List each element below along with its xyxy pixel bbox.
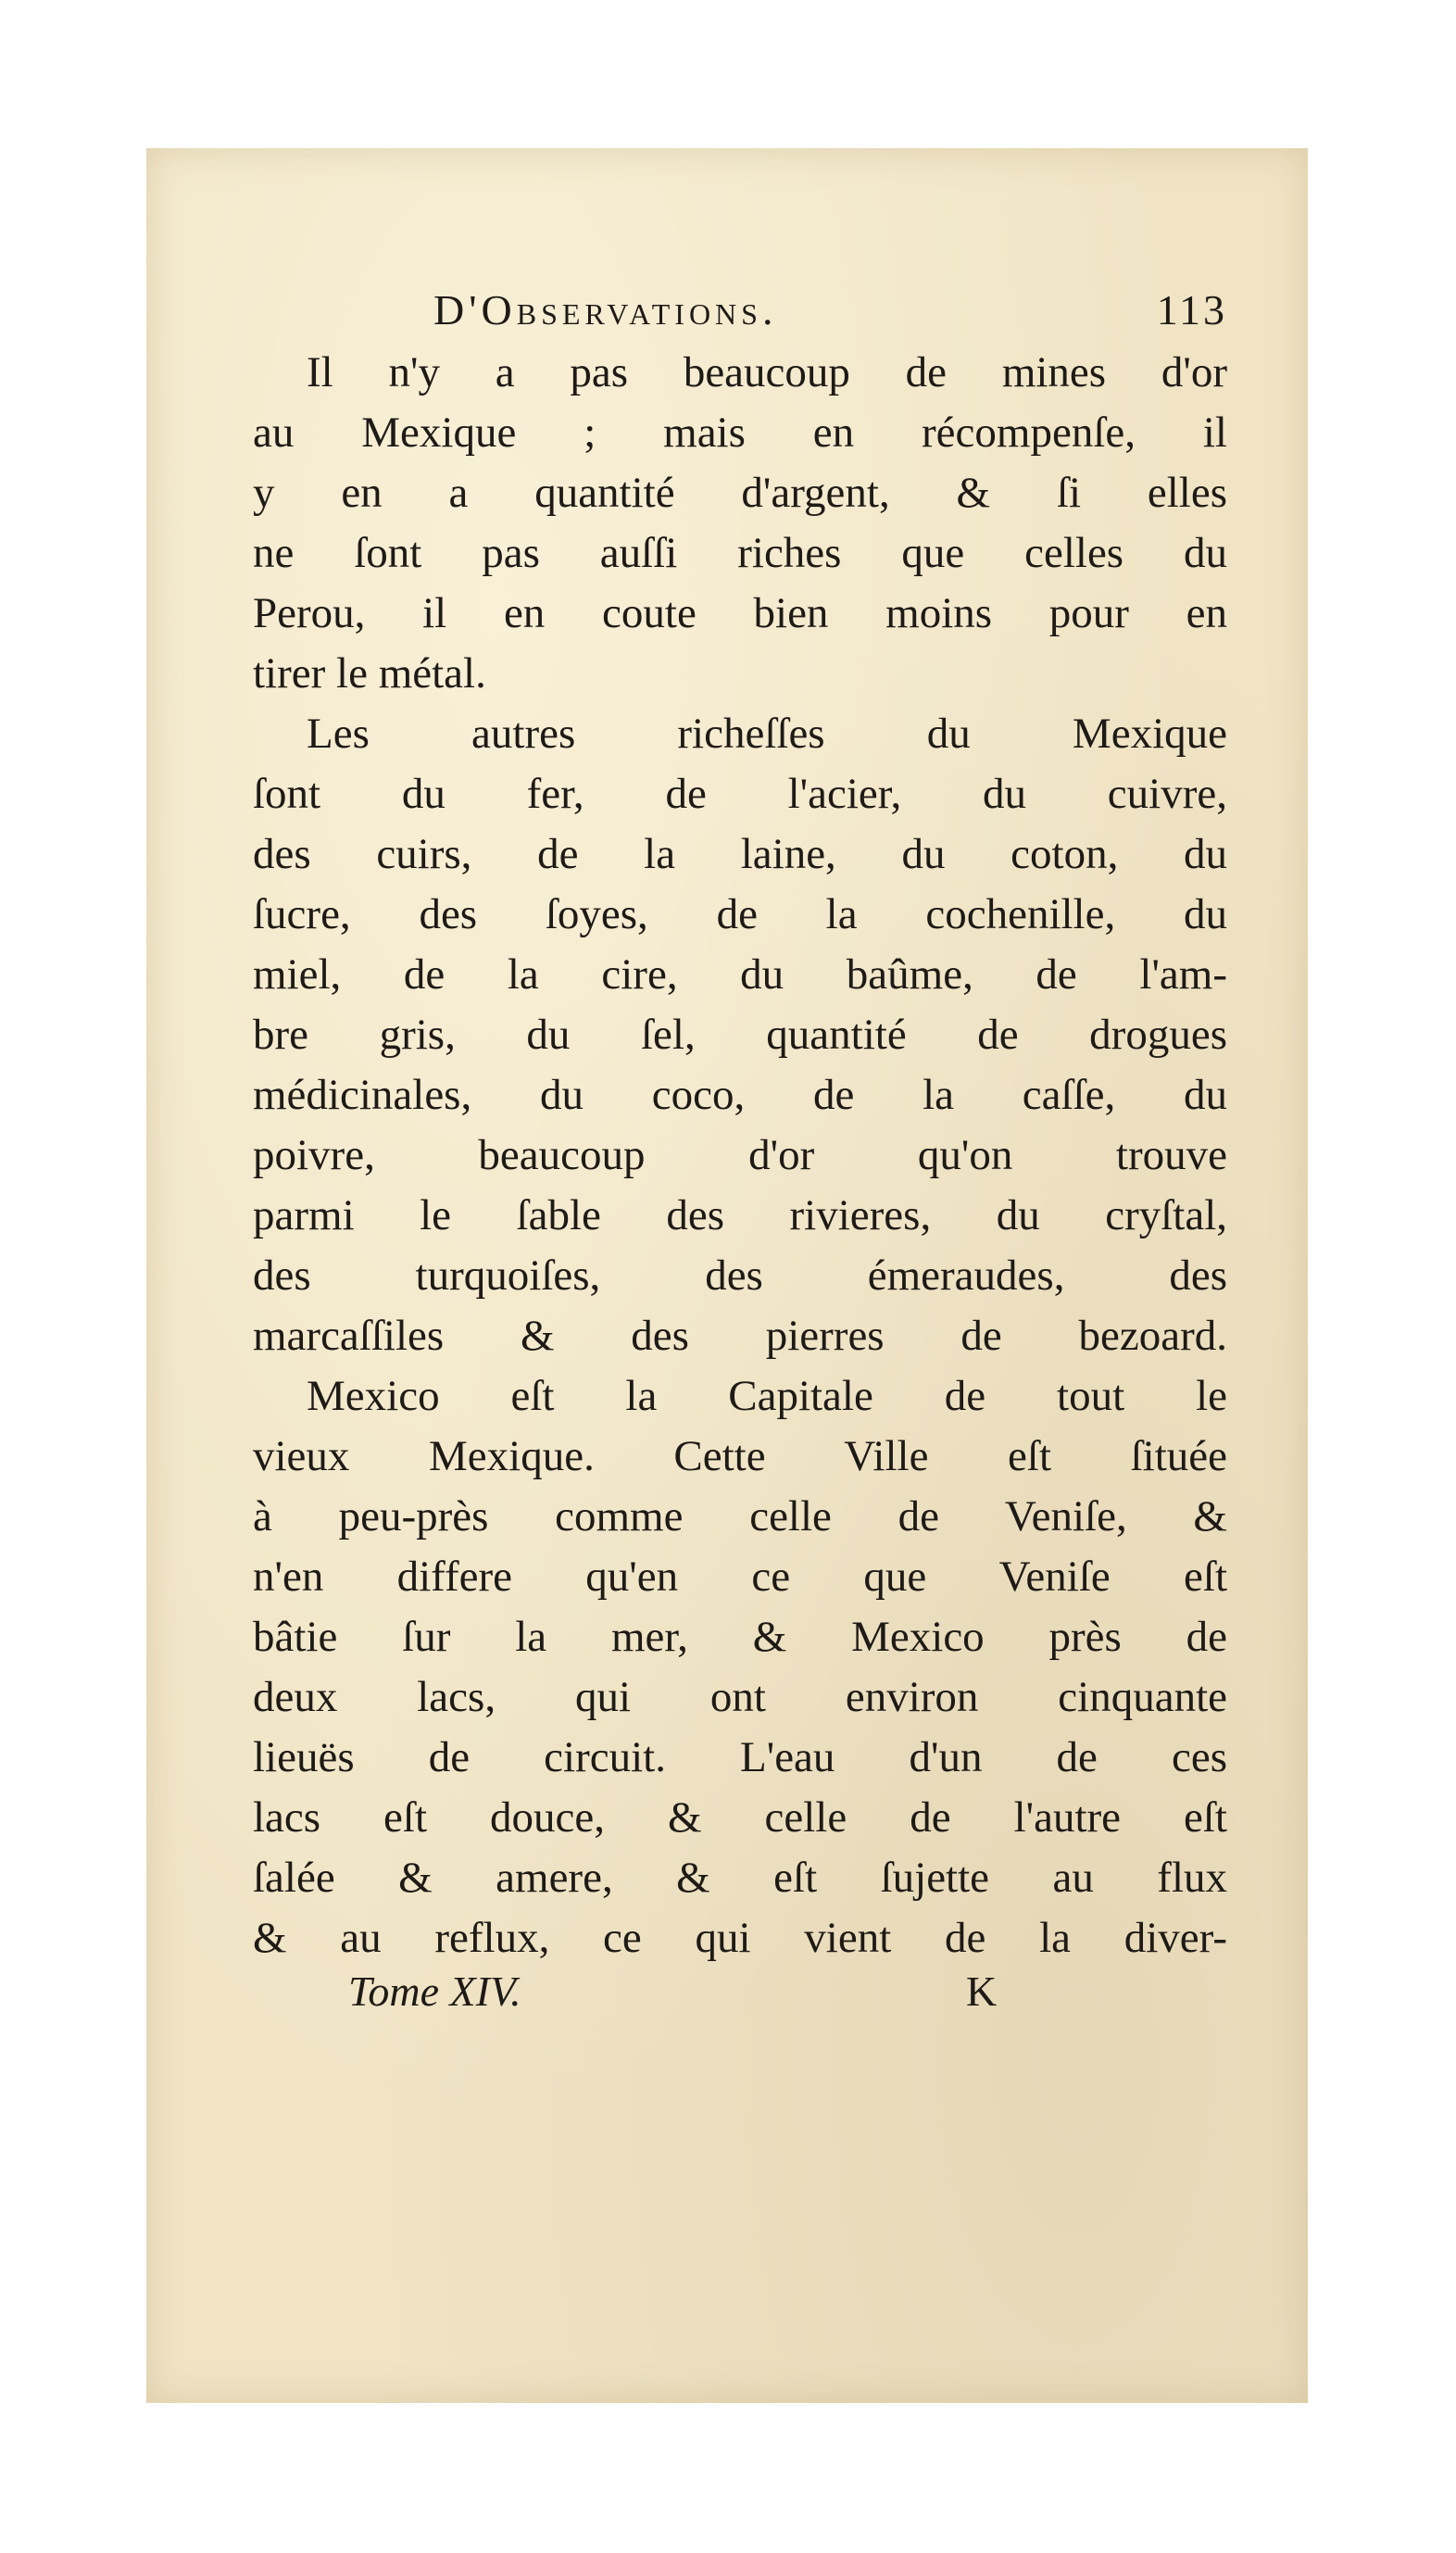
text-line: ſalée & amere, & eſt ſujette au flux: [253, 1854, 1227, 1902]
text-line: Perou, il en coute bien moins pour en: [253, 589, 1227, 637]
text-line: lacs eſt douce, & celle de l'autre eſt: [253, 1793, 1227, 1842]
text-line: ne ſont pas auſſi riches que celles du: [253, 529, 1227, 577]
text-line: Mexico eſt la Capitale de tout le: [307, 1372, 1227, 1420]
text-line: médicinales, du coco, de la caſſe, du: [253, 1071, 1227, 1119]
signature-mark: K: [966, 1968, 998, 2015]
body-text: [253, 343, 1227, 1968]
text-line: au Mexique ; mais en récompenſe, il: [253, 409, 1227, 457]
text-line: n'en differe qu'en ce que Veniſe eſt: [253, 1553, 1227, 1601]
text-line: ſont du fer, de l'acier, du cuivre,: [253, 770, 1227, 818]
running-title: D'Observations.: [433, 286, 778, 333]
text-line: marcaſſiles & des pierres de bezoard.: [253, 1312, 1227, 1360]
text-line: des turquoiſes, des émeraudes, des: [253, 1251, 1227, 1300]
text-line: parmi le ſable des rivieres, du cryſtal,: [253, 1191, 1227, 1239]
text-line: vieux Mexique. Cette Ville eſt ſituée: [253, 1432, 1227, 1480]
paragraph: [253, 1366, 1227, 1968]
text-line: tirer le métal.: [253, 649, 486, 698]
text-line: deux lacs, qui ont environ cinquante: [253, 1673, 1227, 1721]
text-line: Les autres richeſſes du Mexique: [307, 710, 1227, 758]
text-line: à peu-près comme celle de Veniſe, &: [253, 1492, 1227, 1541]
page-number: 113: [1156, 286, 1227, 333]
text-line: bâtie ſur la mer, & Mexico près de: [253, 1613, 1227, 1661]
text-line: lieuës de circuit. L'eau d'un de ces: [253, 1733, 1227, 1781]
text-line: bre gris, du ſel, quantité de drogues: [253, 1011, 1227, 1059]
page-header: [253, 285, 1227, 343]
text-line: des cuirs, de la laine, du coton, du: [253, 830, 1227, 878]
volume-label: Tome XIV.: [348, 1968, 521, 2015]
page-footer: [253, 1967, 1227, 2022]
text-block: [253, 285, 1227, 2022]
text-line: & au reflux, ce qui vient de la diver-: [253, 1914, 1227, 1962]
text-line: ſucre, des ſoyes, de la cochenille, du: [253, 890, 1227, 938]
paragraph: [253, 343, 1227, 704]
text-line: y en a quantité d'argent, & ſi elles: [253, 469, 1227, 517]
book-page: [146, 148, 1308, 2403]
paragraph: [253, 704, 1227, 1366]
text-line: miel, de la cire, du baûme, de l'am-: [253, 950, 1227, 999]
text-line: Il n'y a pas beaucoup de mines d'or: [307, 348, 1227, 396]
text-line: poivre, beaucoup d'or qu'on trouve: [253, 1131, 1227, 1179]
